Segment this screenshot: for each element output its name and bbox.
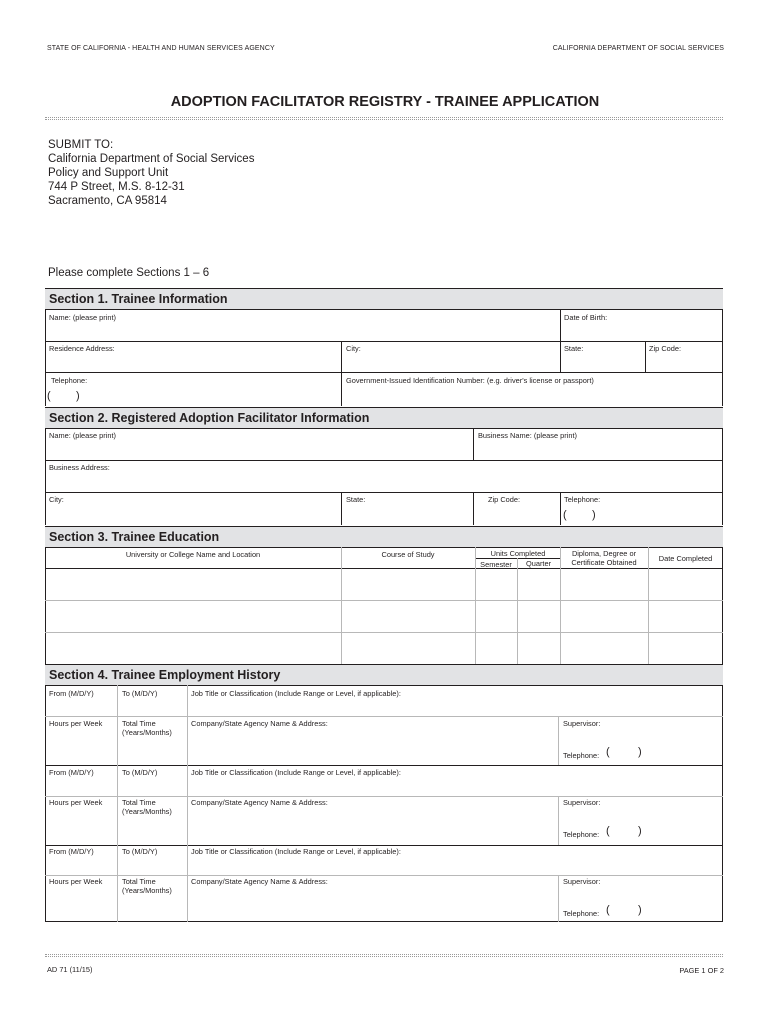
- col-diploma-line1: Diploma, Degree or: [571, 549, 637, 558]
- submit-to-line: California Department of Social Services: [48, 153, 255, 165]
- divider: [45, 716, 723, 717]
- business-zip-field[interactable]: Zip Code:: [488, 495, 521, 504]
- phone-area-open: (: [606, 825, 610, 837]
- to-date-field[interactable]: To (M/D/Y): [122, 768, 158, 777]
- from-date-field[interactable]: From (M/D/Y): [49, 689, 94, 698]
- divider: [45, 492, 723, 493]
- job-title-field[interactable]: Job Title or Classification (Include Range or Level, if applicable):: [191, 768, 401, 777]
- col-divider: [187, 685, 188, 765]
- col-divider: [558, 716, 559, 765]
- supervisor-telephone-field[interactable]: Telephone:: [563, 751, 600, 760]
- section-4-title: Section 4. Trainee Employment History: [49, 668, 281, 682]
- company-address-field[interactable]: Company/State Agency Name & Address:: [191, 877, 328, 886]
- hours-per-week-field[interactable]: Hours per Week: [49, 798, 103, 807]
- submit-to-line: Policy and Support Unit: [48, 167, 169, 179]
- total-time-unit: (Years/Months): [122, 728, 172, 737]
- submit-to-label: SUBMIT TO:: [48, 139, 114, 151]
- page-number: PAGE 1 OF 2: [679, 966, 724, 975]
- to-date-field[interactable]: To (M/D/Y): [122, 847, 158, 856]
- divider: [45, 341, 723, 342]
- telephone-area-open: (: [47, 390, 51, 402]
- city-field[interactable]: City:: [346, 344, 361, 353]
- divider: [341, 492, 342, 525]
- department-name: CALIFORNIA DEPARTMENT OF SOCIAL SERVICES: [552, 45, 724, 52]
- to-date-field[interactable]: To (M/D/Y): [122, 689, 158, 698]
- divider: [473, 492, 474, 525]
- col-date-completed: Date Completed: [658, 554, 713, 563]
- phone-area-open: (: [606, 904, 610, 916]
- education-row[interactable]: [46, 601, 722, 632]
- col-divider: [187, 845, 188, 922]
- divider: [45, 875, 723, 876]
- agency-name: STATE OF CALIFORNIA - HEALTH AND HUMAN SERVICES AGENCY: [47, 45, 275, 52]
- company-address-field[interactable]: Company/State Agency Name & Address:: [191, 719, 328, 728]
- title-divider-2: [45, 119, 723, 120]
- block-divider: [45, 765, 723, 766]
- divider: [45, 372, 723, 373]
- name-field[interactable]: Name: (please print): [49, 313, 116, 322]
- section-1-header: [45, 288, 723, 310]
- supervisor-field[interactable]: Supervisor:: [563, 719, 601, 728]
- telephone-field[interactable]: Telephone:: [51, 376, 88, 385]
- supervisor-field[interactable]: Supervisor:: [563, 877, 601, 886]
- col-divider: [117, 765, 118, 845]
- instructions-text: Please complete Sections 1 – 6: [48, 267, 210, 279]
- col-units-completed: Units Completed: [490, 549, 546, 558]
- total-time-label: Total Time: [122, 719, 156, 728]
- education-row[interactable]: [46, 569, 722, 600]
- total-time-field[interactable]: [122, 877, 172, 895]
- hours-per-week-field[interactable]: Hours per Week: [49, 877, 103, 886]
- business-name-field[interactable]: Business Name: (please print): [478, 431, 577, 440]
- divider: [560, 309, 561, 373]
- block-divider: [45, 845, 723, 846]
- job-title-field[interactable]: Job Title or Classification (Include Range or Level, if applicable):: [191, 689, 401, 698]
- hours-per-week-field[interactable]: Hours per Week: [49, 719, 103, 728]
- business-phone-area-open: (: [563, 509, 567, 521]
- divider: [645, 341, 646, 373]
- form-number: AD 71 (11/15): [47, 965, 93, 974]
- supervisor-field[interactable]: Supervisor:: [563, 798, 601, 807]
- total-time-field[interactable]: [122, 719, 172, 737]
- telephone-area-close: ): [76, 390, 80, 402]
- col-semester: Semester: [480, 560, 512, 569]
- col-divider: [117, 845, 118, 922]
- total-time-field[interactable]: [122, 798, 172, 816]
- divider: [45, 796, 723, 797]
- section-1-fields: [45, 309, 723, 406]
- col-divider: [558, 796, 559, 845]
- submit-to-line: Sacramento, CA 95814: [48, 195, 167, 207]
- section-1-title: Section 1. Trainee Information: [49, 292, 228, 306]
- supervisor-telephone-field[interactable]: Telephone:: [563, 830, 600, 839]
- total-time-unit: (Years/Months): [122, 807, 172, 816]
- phone-area-open: (: [606, 746, 610, 758]
- form-title: ADOPTION FACILITATOR REGISTRY - TRAINEE APPLICATION: [170, 94, 600, 110]
- section-2-header: [45, 407, 723, 429]
- business-state-field[interactable]: State:: [346, 495, 366, 504]
- col-diploma: [560, 549, 648, 567]
- business-phone-area-close: ): [592, 509, 596, 521]
- zip-code-field[interactable]: Zip Code:: [649, 344, 682, 353]
- government-id-field[interactable]: Government-Issued Identification Number: (e.g. driver's license or passport): [346, 376, 594, 385]
- col-divider: [117, 685, 118, 765]
- total-time-label: Total Time: [122, 877, 156, 886]
- date-of-birth-field[interactable]: Date of Birth:: [564, 313, 608, 322]
- residence-address-field[interactable]: Residence Address:: [49, 344, 115, 353]
- business-address-field[interactable]: Business Address:: [49, 463, 110, 472]
- divider: [473, 428, 474, 461]
- col-course-of-study: Course of Study: [381, 550, 435, 559]
- education-row[interactable]: [46, 633, 722, 664]
- facilitator-name-field[interactable]: Name: (please print): [49, 431, 116, 440]
- submit-to-block: [48, 138, 254, 208]
- divider: [560, 492, 561, 525]
- footer-divider: [45, 954, 723, 955]
- col-quarter: Quarter: [525, 559, 552, 568]
- section-3-title: Section 3. Trainee Education: [49, 530, 220, 544]
- business-telephone-field[interactable]: Telephone:: [564, 495, 601, 504]
- phone-area-close: ): [638, 904, 642, 916]
- section-2-title: Section 2. Registered Adoption Facilitator Information: [49, 411, 370, 425]
- phone-area-close: ): [638, 746, 642, 758]
- business-city-field[interactable]: City:: [49, 495, 64, 504]
- section-2-fields: [45, 428, 723, 525]
- title-divider: [45, 117, 723, 118]
- total-time-label: Total Time: [122, 798, 156, 807]
- total-time-unit: (Years/Months): [122, 886, 172, 895]
- footer-divider-2: [45, 956, 723, 957]
- col-university: University or College Name and Location: [125, 550, 261, 559]
- divider: [341, 341, 342, 406]
- divider: [45, 460, 723, 461]
- col-divider: [187, 765, 188, 845]
- phone-area-close: ): [638, 825, 642, 837]
- section-4-header: [45, 664, 723, 686]
- from-date-field[interactable]: From (M/D/Y): [49, 768, 94, 777]
- col-divider: [558, 875, 559, 922]
- section-3-header: [45, 526, 723, 548]
- from-date-field[interactable]: From (M/D/Y): [49, 847, 94, 856]
- col-diploma-line2: Certificate Obtained: [571, 558, 637, 567]
- submit-to-line: 744 P Street, M.S. 8-12-31: [48, 181, 185, 193]
- state-field[interactable]: State:: [564, 344, 584, 353]
- company-address-field[interactable]: Company/State Agency Name & Address:: [191, 798, 328, 807]
- job-title-field[interactable]: Job Title or Classification (Include Range or Level, if applicable):: [191, 847, 401, 856]
- supervisor-telephone-field[interactable]: Telephone:: [563, 909, 600, 918]
